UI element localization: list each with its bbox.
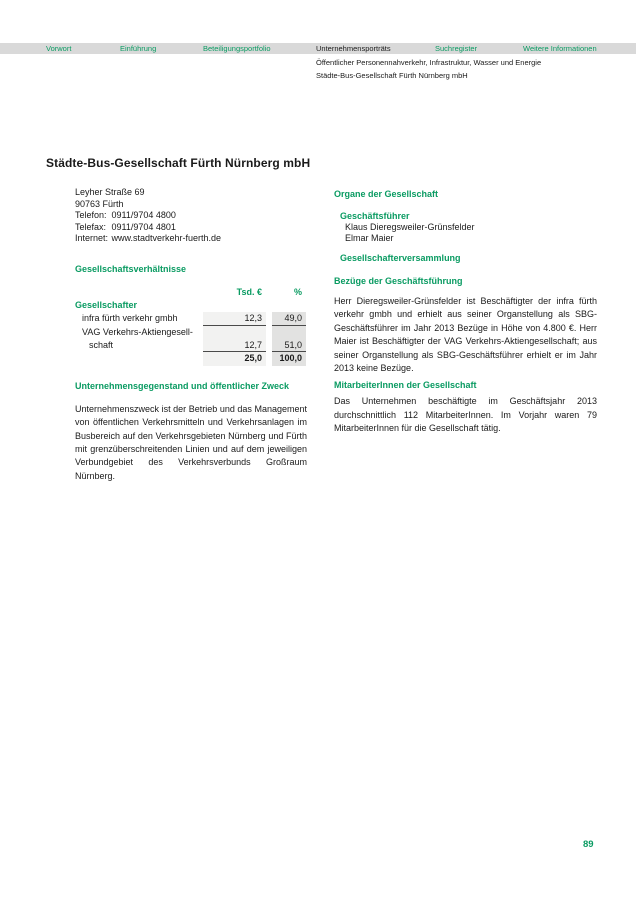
- contact-street: Leyher Straße 69: [75, 187, 145, 197]
- shareholder-tsd-value: 12,3: [203, 312, 266, 325]
- manager-name: Elmar Maier: [345, 233, 394, 243]
- total-pct-value: 100,0: [272, 352, 306, 365]
- table-header-spacer: [75, 286, 203, 299]
- remuneration-heading: Bezüge der Geschäftsführung: [334, 276, 463, 286]
- contact-block: [75, 187, 307, 245]
- total-tsd-value: 25,0: [203, 352, 266, 365]
- nav-item-unternehmensportraets[interactable]: Unternehmensporträts: [316, 44, 391, 53]
- contact-website-link[interactable]: www.stadtverkehr-fuerth.de: [111, 233, 222, 243]
- shareholder-pct-value: 51,0: [272, 339, 306, 352]
- table-row: [75, 312, 307, 325]
- nav-item-beteiligungsportfolio[interactable]: Beteiligungsportfolio: [203, 44, 271, 53]
- page-title: Städte-Bus-Gesellschaft Fürth Nürnberg mbH: [46, 156, 311, 171]
- table-group-row: [75, 299, 307, 312]
- shareholder-tsd-value: 12,7: [203, 339, 266, 352]
- nav-item-einfuehrung[interactable]: Einführung: [120, 44, 157, 53]
- contact-fax-value: 0911/9704 4801: [111, 221, 176, 232]
- ownership-heading: Gesellschaftsverhältnisse: [75, 263, 187, 274]
- empty-cell: [75, 352, 203, 365]
- shareholders-group-label: Gesellschafter: [75, 299, 138, 310]
- table-row: [75, 326, 307, 339]
- shareholder-name-continued: schaft: [89, 340, 114, 351]
- nav-item-suchregister[interactable]: Suchregister: [435, 44, 478, 53]
- shareholder-pct-value: 49,0: [272, 312, 306, 325]
- breadcrumb: [316, 56, 541, 82]
- breadcrumb-category: Öffentlicher Personennahverkehr, Infrastruktur, Wasser und Energie: [316, 58, 542, 67]
- contact-fax-line: [75, 222, 307, 234]
- column-header-pct: %: [293, 286, 302, 297]
- contact-phone-value: 0911/9704 4800: [111, 210, 176, 220]
- table-row: [75, 339, 307, 352]
- empty-cell: [272, 299, 306, 312]
- purpose-heading: Unternehmensgegenstand und öffentlicher Zweck: [75, 380, 290, 391]
- empty-cell: [203, 299, 266, 312]
- breadcrumb-company: Städte-Bus-Gesellschaft Fürth Nürnberg mbH: [316, 71, 468, 80]
- purpose-paragraph: Unternehmenszweck ist der Betrieb und das Management von öffentlichen Verkehrsmitteln und Verkehrsanlagen im Busbereich auf den Verkehrsgebieten Nürnberg und Fürth mit grenzüberschreitenden Linien und auf dem jeweiligen Verbundgebiet des Verkehrsverbunds Großraum Nürnberg.: [75, 403, 307, 481]
- column-header-tsd: Tsd. €: [236, 286, 262, 297]
- contact-phone-line: [75, 210, 307, 222]
- managers-heading: Geschäftsführer: [340, 211, 410, 221]
- right-column: [334, 189, 597, 436]
- nav-item-vorwort[interactable]: Vorwort: [46, 44, 72, 53]
- employees-paragraph: Das Unternehmen beschäftigte im Geschäftsjahr 2013 durchschnittlich 112 MitarbeiterInnen. Im Vorjahr waren 79 MitarbeiterInnen für die Gesellschaft tätig.: [334, 396, 597, 434]
- nav-item-weitere-informationen[interactable]: Weitere Informationen: [523, 44, 597, 53]
- assembly-heading: Gesellschafterversammlung: [340, 253, 461, 263]
- employees-heading: MitarbeiterInnen der Gesellschaft: [334, 380, 477, 391]
- organs-heading: Organe der Gesellschaft: [334, 189, 439, 199]
- contact-fax-label: Telefax:: [75, 221, 107, 232]
- table-header-row: [75, 286, 307, 299]
- top-navbar: [0, 43, 636, 54]
- empty-cell: [203, 326, 266, 339]
- empty-cell: [272, 326, 306, 339]
- contact-city: 90763 Fürth: [75, 198, 124, 209]
- contact-internet-line: [75, 233, 307, 245]
- contact-internet-label: Internet:: [75, 233, 109, 243]
- contact-phone-label: Telefon:: [75, 210, 107, 220]
- shareholder-name: VAG Verkehrs-Aktiengesell-: [82, 326, 193, 337]
- shareholder-name: infra fürth verkehr gmbh: [82, 313, 178, 324]
- ownership-table: [75, 286, 307, 366]
- table-total-row: [75, 352, 307, 365]
- manager-name: Klaus Dieregsweiler-Grünsfelder: [345, 222, 475, 232]
- remuneration-paragraph: Herr Dieregsweiler-Grünsfelder ist Beschäftigter der infra fürth verkehr gmbh und erhielt aus seiner Organstellung als SBG-Geschäftsführer im Jahr 2013 Bezüge in Höhe von 4.800 €. Herr Maier ist Beschäftigter der VAG Verkehrs-Aktiengesellschaft; aus seiner Organstellung als SBG-Geschäftsführer erhielt er im Jahr 2013 keine Bezüge.: [334, 296, 597, 374]
- page-number: 89: [583, 839, 594, 850]
- left-column: [75, 187, 307, 483]
